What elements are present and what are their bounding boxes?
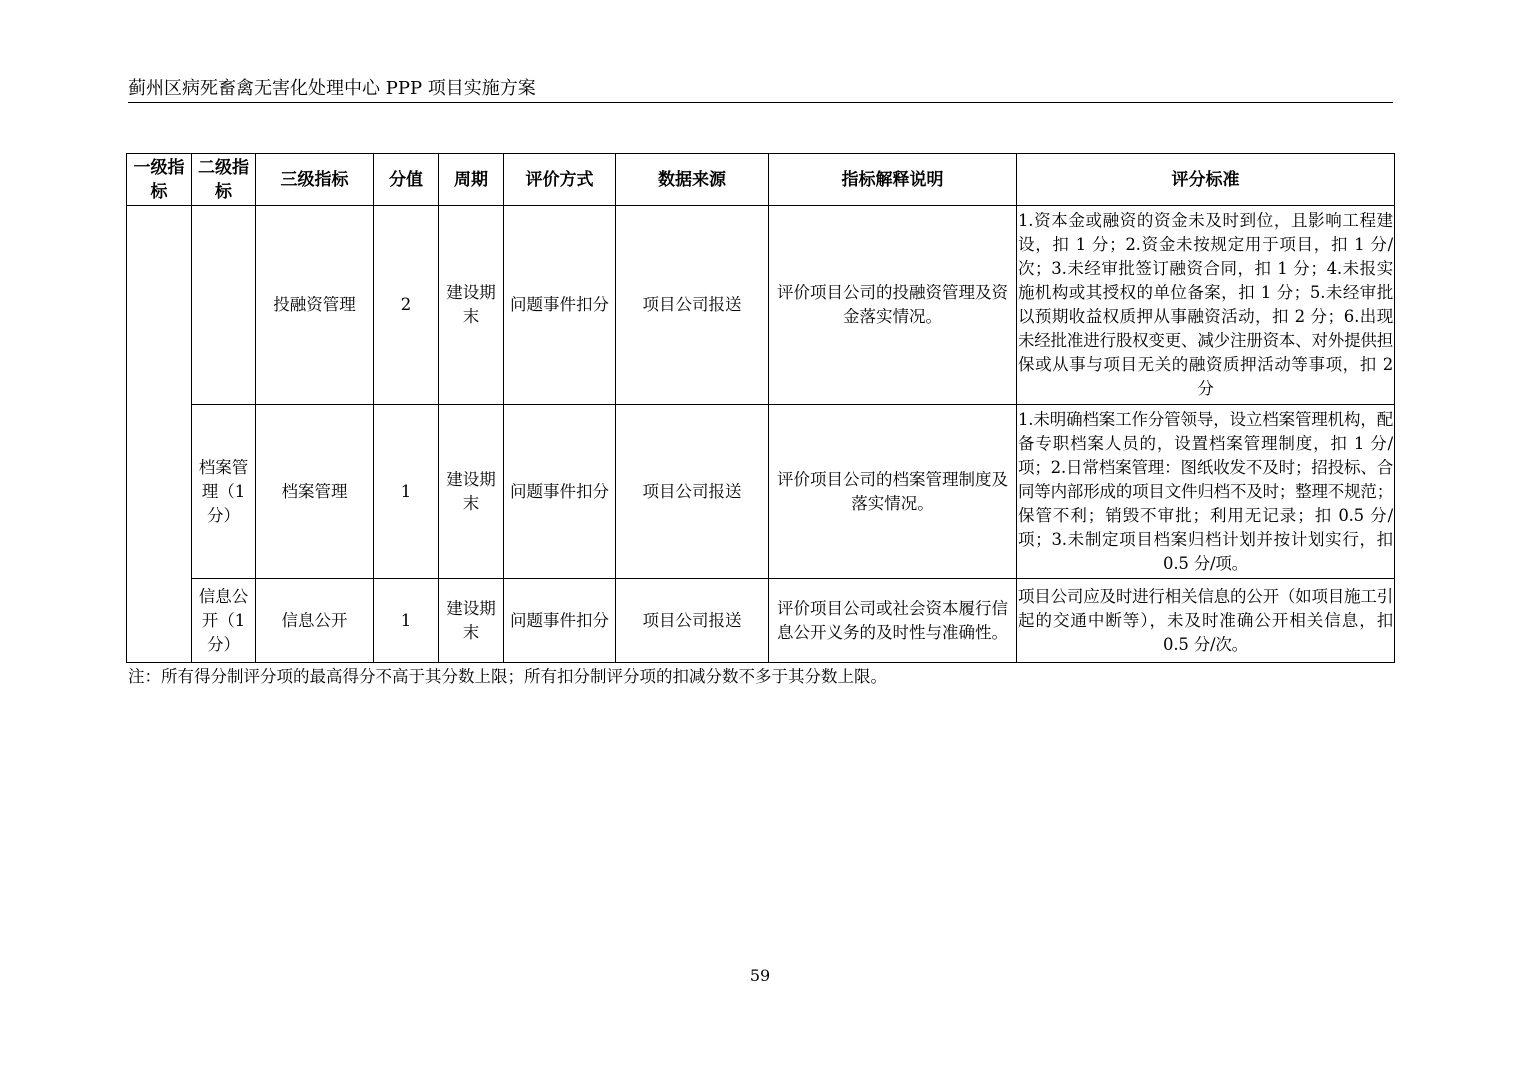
col-header-score: 分值 bbox=[374, 154, 439, 206]
col-header-method: 评价方式 bbox=[504, 154, 616, 206]
col-header-source: 数据来源 bbox=[616, 154, 769, 206]
col-header-level2: 二级指标 bbox=[192, 154, 256, 206]
col-header-level1: 一级指标 bbox=[127, 154, 192, 206]
col-header-criteria: 评分标准 bbox=[1017, 154, 1395, 206]
cell-method: 问题事件扣分 bbox=[504, 405, 616, 579]
cell-level1 bbox=[127, 206, 192, 663]
table-row bbox=[127, 579, 1395, 663]
cell-level3: 投融资管理 bbox=[256, 206, 374, 405]
cell-source: 项目公司报送 bbox=[616, 206, 769, 405]
cell-level2: 信息公开（1 分） bbox=[192, 579, 256, 663]
col-header-explanation: 指标解释说明 bbox=[769, 154, 1017, 206]
cell-score: 1 bbox=[374, 579, 439, 663]
cell-period: 建设期末 bbox=[439, 579, 504, 663]
cell-level2: 档案管理（1 分） bbox=[192, 405, 256, 579]
cell-level3: 档案管理 bbox=[256, 405, 374, 579]
table-header-row bbox=[127, 154, 1395, 206]
table-note: 注：所有得分制评分项的最高得分不高于其分数上限；所有扣分制评分项的扣减分数不多于其分数上限。 bbox=[128, 667, 887, 686]
cell-method: 问题事件扣分 bbox=[504, 206, 616, 405]
cell-source: 项目公司报送 bbox=[616, 579, 769, 663]
page-number: 59 bbox=[749, 966, 771, 985]
cell-period: 建设期末 bbox=[439, 206, 504, 405]
cell-criteria: 1.资本金或融资的资金未及时到位，且影响工程建设，扣 1 分；2.资金未按规定用于项目，扣 1 分/次；3.未经审批签订融资合同，扣 1 分；4.未报实施机构或其授权的单位备案，扣 1 分；5.未经审批以预期收益权质押从事融资活动，扣 2 分；6.出现未经批准进行股权变更、减少注册资本、对外提供担保或从事与项目无关的融资质押活动等事项，扣 2 分 bbox=[1017, 206, 1395, 405]
cell-method: 问题事件扣分 bbox=[504, 579, 616, 663]
col-header-period: 周期 bbox=[439, 154, 504, 206]
cell-explanation: 评价项目公司或社会资本履行信息公开义务的及时性与准确性。 bbox=[769, 579, 1017, 663]
cell-criteria: 项目公司应及时进行相关信息的公开（如项目施工引起的交通中断等），未及时准确公开相关信息，扣 0.5 分/次。 bbox=[1017, 579, 1395, 663]
table-row bbox=[127, 405, 1395, 579]
cell-explanation: 评价项目公司的投融资管理及资金落实情况。 bbox=[769, 206, 1017, 405]
table-row bbox=[127, 206, 1395, 405]
cell-level2 bbox=[192, 206, 256, 405]
cell-score: 1 bbox=[374, 405, 439, 579]
cell-source: 项目公司报送 bbox=[616, 405, 769, 579]
cell-criteria: 1.未明确档案工作分管领导，设立档案管理机构，配备专职档案人员的，设置档案管理制度，扣 1 分/项；2.日常档案管理：图纸收发不及时；招投标、合同等内部形成的项目文件归档不及时；整理不规范；保管不利；销毁不审批；利用无记录；扣 0.5 分/项；3.未制定项目档案归档计划并按计划实行，扣 0.5 分/项。 bbox=[1017, 405, 1395, 579]
page-header: 蓟州区病死畜禽无害化处理中心 PPP 项目实施方案 bbox=[128, 76, 1393, 103]
col-header-level3: 三级指标 bbox=[256, 154, 374, 206]
cell-score: 2 bbox=[374, 206, 439, 405]
cell-level3: 信息公开 bbox=[256, 579, 374, 663]
cell-period: 建设期末 bbox=[439, 405, 504, 579]
cell-explanation: 评价项目公司的档案管理制度及落实情况。 bbox=[769, 405, 1017, 579]
evaluation-table bbox=[126, 153, 1395, 663]
